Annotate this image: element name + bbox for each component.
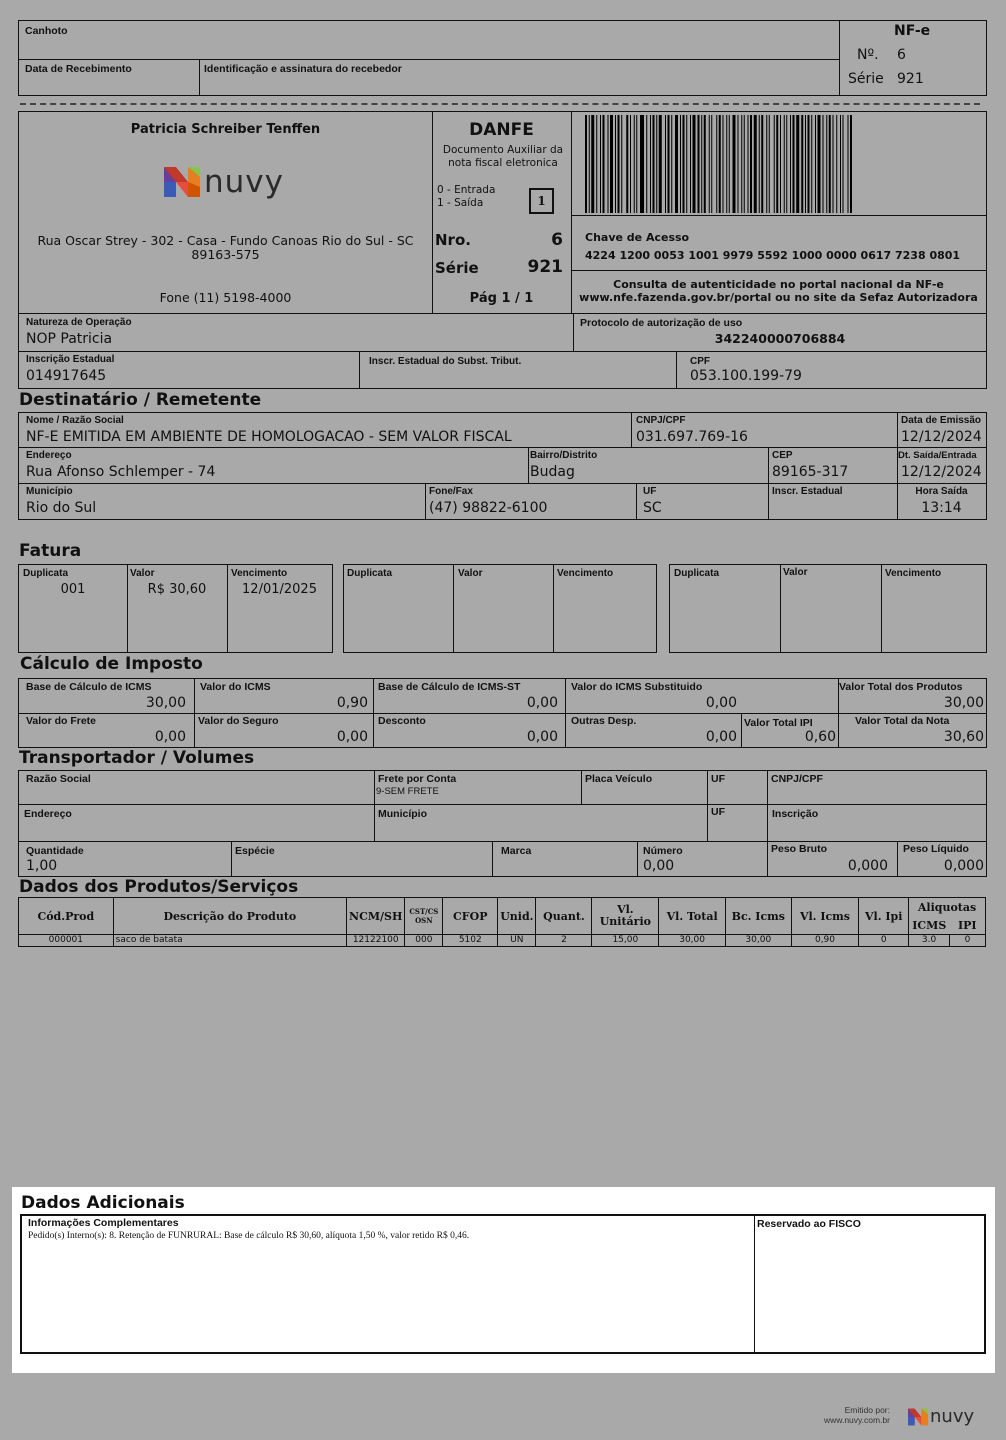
transp-endereco-label: Endereço: [24, 808, 72, 820]
prod-aliq-icms: 3.0: [909, 935, 950, 947]
base-st-value: 0,00: [526, 695, 558, 711]
col-unid: Unid.: [498, 898, 536, 935]
fatura-vencimento-value: 12/01/2025: [242, 582, 317, 597]
dest-hora-value: 13:14: [921, 500, 962, 516]
seguro-value: 0,00: [336, 729, 368, 745]
valor-icms-value: 0,90: [336, 695, 368, 711]
natureza-value: NOP Patricia: [26, 331, 113, 347]
col-aliq-icms: ICMS: [909, 916, 950, 935]
footer-logo-text: nuvy: [930, 1406, 975, 1427]
transp-municipio-label: Município: [378, 808, 427, 820]
barcode: [585, 115, 963, 213]
dest-cnpj-label: CNPJ/CPF: [636, 415, 686, 426]
dest-uf-label: UF: [643, 486, 657, 497]
prod-vl-total: 30,00: [659, 935, 726, 947]
fatura-box-3: [669, 564, 987, 653]
prod-aliq-ipi: 0: [950, 935, 986, 947]
transp-uf-label: UF: [711, 773, 725, 785]
dest-cep-label: CEP: [772, 450, 793, 461]
produtos-header-row: [19, 898, 986, 917]
base-icms-value: 30,00: [145, 695, 186, 711]
col-aliquotas: Aliquotas: [909, 898, 986, 917]
prod-vl-unit: 15,00: [592, 935, 659, 947]
fatura3-vencimento-label: Vencimento: [885, 568, 942, 579]
danfe-serie-label: Série: [435, 259, 479, 277]
fatura-valor-value: R$ 30,60: [147, 582, 207, 597]
identificacao-label: Identificação e assinatura do recebedor: [204, 63, 402, 75]
fatura-box-2: [343, 564, 657, 653]
frete-value: 0,00: [154, 729, 186, 745]
consulta-line-2[interactable]: www.nfe.fazenda.gov.br/portal ou no site da Sefaz Autorizadora: [579, 291, 978, 304]
danfe-serie: 921: [527, 257, 563, 277]
prod-cod: 000001: [19, 935, 114, 947]
ie-st-label: Inscr. Estadual do Subst. Tribut.: [369, 356, 522, 367]
emitente-fone: Fone (11) 5198-4000: [159, 290, 292, 305]
frete-label: Valor do Frete: [26, 715, 97, 727]
transp-especie-label: Espécie: [235, 845, 275, 857]
fatura-title: Fatura: [19, 541, 82, 561]
produtos-title: Dados dos Produtos/Serviços: [19, 877, 299, 897]
footer-emitido: [800, 1405, 890, 1425]
dest-cnpj-value: 031.697.769-16: [636, 429, 748, 445]
fatura-box-1: [18, 564, 333, 653]
transportador-title: Transportador / Volumes: [19, 748, 255, 768]
col-vl-icms: Vl. Icms: [791, 898, 859, 935]
prod-quant: 2: [536, 935, 592, 947]
emitente-logo-text: nuvy: [204, 164, 284, 200]
danfe-saida: 1 - Saída: [437, 197, 484, 209]
emitente-cep: 89163-575: [191, 247, 260, 262]
operacao-box: [18, 313, 987, 389]
transp-numero-label: Número: [643, 845, 683, 857]
fatura2-duplicata-label: Duplicata: [347, 568, 393, 579]
transp-numero-value: 0,00: [643, 858, 675, 874]
desconto-label: Desconto: [378, 715, 426, 727]
destinatario-box: [18, 412, 987, 520]
destinatario-title: Destinatário / Remetente: [19, 390, 262, 410]
dest-municipio-label: Município: [26, 486, 73, 497]
seguro-label: Valor do Seguro: [198, 715, 279, 727]
dest-endereco-label: Endereço: [26, 450, 72, 461]
danfe-nro-label: Nro.: [435, 231, 471, 249]
adicionais-title: Dados Adicionais: [21, 1193, 185, 1213]
dest-nome-label: Nome / Razão Social: [26, 415, 124, 426]
col-cod: Cód.Prod: [19, 898, 114, 935]
canhoto-label: Canhoto: [25, 25, 68, 37]
canhoto-box: [18, 20, 987, 96]
transp-frete-label: Frete por Conta: [378, 773, 457, 785]
outras-label: Outras Desp.: [571, 715, 637, 727]
transp-razao-label: Razão Social: [26, 773, 91, 785]
consulta-line-1: Consulta de autenticidade no portal nacional da NF-e: [613, 278, 944, 291]
danfe-nro: 6: [551, 230, 563, 250]
dest-emissao-value: 12/12/2024: [901, 429, 982, 445]
produtos-table: [18, 897, 986, 947]
footer-logo: [908, 1406, 974, 1427]
footer-site[interactable]: www.nuvy.com.br: [824, 1415, 890, 1425]
emitente-endereco: Rua Oscar Strey - 302 - Casa - Fundo Canoas Rio do Sul - SC: [37, 233, 414, 248]
fatura-duplicata-label: Duplicata: [23, 568, 69, 579]
prod-ncm: 12122100: [347, 935, 405, 947]
cut-line: [20, 103, 980, 105]
protocolo-label: Protocolo de autorização de uso: [580, 317, 743, 329]
dest-municipio-value: Rio do Sul: [26, 500, 97, 516]
fatura-duplicata-value: 001: [60, 582, 86, 597]
transp-quantidade-label: Quantidade: [26, 845, 84, 857]
icms-sub-label: Valor do ICMS Substituido: [571, 681, 703, 693]
danfe-tipo-box: 1: [529, 188, 554, 214]
danfe-subtitle: Documento Auxiliar da nota fiscal eletronica: [442, 144, 564, 169]
total-nota-value: 30,60: [943, 729, 984, 745]
dest-saida-value: 12/12/2024: [901, 464, 982, 480]
data-recebimento-label: Data de Recebimento: [25, 63, 132, 75]
info-complementares-label: Informações Complementares: [28, 1217, 179, 1229]
valor-icms-label: Valor do ICMS: [200, 681, 271, 693]
nuvy-logo-icon: [164, 167, 200, 197]
total-prod-value: 30,00: [943, 695, 984, 711]
dest-nome-value: NF-E EMITIDA EM AMBIENTE DE HOMOLOGACAO - SEM VALOR FISCAL: [26, 429, 512, 445]
prod-unid: UN: [498, 935, 536, 947]
canhoto-serie: 921: [897, 71, 924, 87]
col-vl-ipi: Vl. Ipi: [859, 898, 909, 935]
dest-fone-label: Fone/Fax: [429, 486, 473, 497]
nfe-label: NF-e: [894, 23, 931, 39]
dest-uf-value: SC: [643, 500, 662, 516]
nuvy-footer-logo-icon: [908, 1408, 928, 1426]
ie-value: 014917645: [26, 368, 107, 384]
transp-uf2-label: UF: [711, 806, 725, 818]
fisco-label: Reservado ao FISCO: [757, 1218, 861, 1230]
cpf-label: CPF: [690, 356, 710, 367]
dest-bairro-value: Budag: [530, 464, 575, 480]
ie-label: Inscrição Estadual: [26, 354, 115, 365]
fatura2-vencimento-label: Vencimento: [557, 568, 614, 579]
dest-hora-label: Hora Saída: [915, 486, 968, 497]
transp-inscricao-label: Inscrição: [772, 808, 819, 820]
produto-row: [19, 935, 986, 947]
col-vl-total: Vl. Total: [659, 898, 726, 935]
transp-peso-liquido-label: Peso Líquido: [903, 843, 969, 855]
prod-bc-icms: 30,00: [725, 935, 791, 947]
canhoto-serie-label: Série: [848, 71, 884, 87]
desconto-value: 0,00: [526, 729, 558, 745]
col-ncm: NCM/SH: [347, 898, 405, 935]
outras-value: 0,00: [705, 729, 737, 745]
icms-sub-value: 0,00: [705, 695, 737, 711]
emitente-logo: [164, 164, 284, 200]
info-complementares-value: Pedido(s) Interno(s): 8. Retenção de FUNRURAL: Base de cálculo R$ 30,60, alíquota 1,50 %, valor retido R$ 0,46.: [28, 1231, 470, 1241]
transp-peso-bruto-value: 0,000: [847, 858, 888, 874]
total-nota-label: Valor Total da Nota: [855, 715, 950, 727]
dest-saida-label: Dt. Saída/Entrada: [898, 450, 977, 461]
danfe-entrada: 0 - Entrada: [437, 184, 496, 196]
transp-peso-liquido-value: 0,000: [943, 858, 984, 874]
fatura-vencimento-label: Vencimento: [231, 568, 288, 579]
canhoto-numero: 6: [897, 47, 906, 63]
transportador-box: [18, 770, 987, 877]
transp-quantidade-value: 1,00: [26, 858, 58, 874]
cpf-value: 053.100.199-79: [690, 368, 802, 384]
fatura2-valor-label: Valor: [458, 568, 483, 579]
dest-fone-value: (47) 98822-6100: [429, 500, 548, 516]
prod-cfop: 5102: [443, 935, 498, 947]
dest-ie-label: Inscr. Estadual: [772, 486, 843, 497]
imposto-box: [18, 678, 987, 748]
chave-value[interactable]: 4224 1200 0053 1001 9979 5592 1000 0000 0617 7238 0801: [585, 249, 961, 262]
base-icms-label: Base de Cálculo de ICMS: [26, 681, 152, 693]
transp-peso-bruto-label: Peso Bruto: [771, 843, 828, 855]
fatura-valor-label: Valor: [130, 568, 155, 579]
prod-desc: saco de batata: [113, 935, 346, 947]
prod-vl-icms: 0,90: [791, 935, 859, 947]
transp-cnpj-label: CNPJ/CPF: [771, 773, 823, 785]
adicionais-panel: [12, 1187, 995, 1373]
col-cfop: CFOP: [443, 898, 498, 935]
adicionais-box: [20, 1214, 986, 1354]
protocolo-value: 342240000706884: [714, 331, 846, 346]
canhoto-numero-label: Nº.: [857, 47, 879, 63]
imposto-title: Cálculo de Imposto: [20, 654, 203, 674]
transp-marca-label: Marca: [501, 845, 532, 857]
dest-endereco-value: Rua Afonso Schlemper - 74: [26, 464, 216, 480]
natureza-label: Natureza de Operação: [26, 317, 132, 328]
prod-vl-ipi: 0: [859, 935, 909, 947]
col-cst: CST/CS OSN: [405, 898, 443, 935]
base-st-label: Base de Cálculo de ICMS-ST: [378, 681, 521, 693]
emitente-box: [18, 111, 987, 314]
col-bc-icms: Bc. Icms: [725, 898, 791, 935]
col-vl-unit: Vl. Unitário: [592, 898, 659, 935]
danfe-title: DANFE: [469, 120, 534, 140]
fatura3-duplicata-label: Duplicata: [674, 568, 720, 579]
total-prod-label: Valor Total dos Produtos: [839, 681, 963, 693]
dest-bairro-label: Bairro/Distrito: [530, 450, 598, 461]
ipi-value: 0,60: [804, 729, 836, 745]
footer-emitido-label: Emitido por:: [844, 1405, 890, 1415]
danfe-pagina: Pág 1 / 1: [469, 291, 534, 306]
col-desc: Descrição do Produto: [113, 898, 346, 935]
transp-placa-label: Placa Veículo: [585, 773, 653, 785]
transp-frete-value: 9-SEM FRETE: [376, 786, 439, 797]
col-aliq-ipi: IPI: [950, 916, 986, 935]
prod-cst: 000: [405, 935, 443, 947]
dest-emissao-label: Data de Emissão: [901, 415, 982, 426]
chave-label: Chave de Acesso: [585, 231, 690, 244]
dest-cep-value: 89165-317: [772, 464, 849, 480]
emitente-nome: Patricia Schreiber Tenffen: [130, 122, 321, 137]
col-quant: Quant.: [536, 898, 592, 935]
fatura3-valor-label: Valor: [783, 567, 808, 578]
ipi-label: Valor Total IPI: [744, 717, 813, 729]
